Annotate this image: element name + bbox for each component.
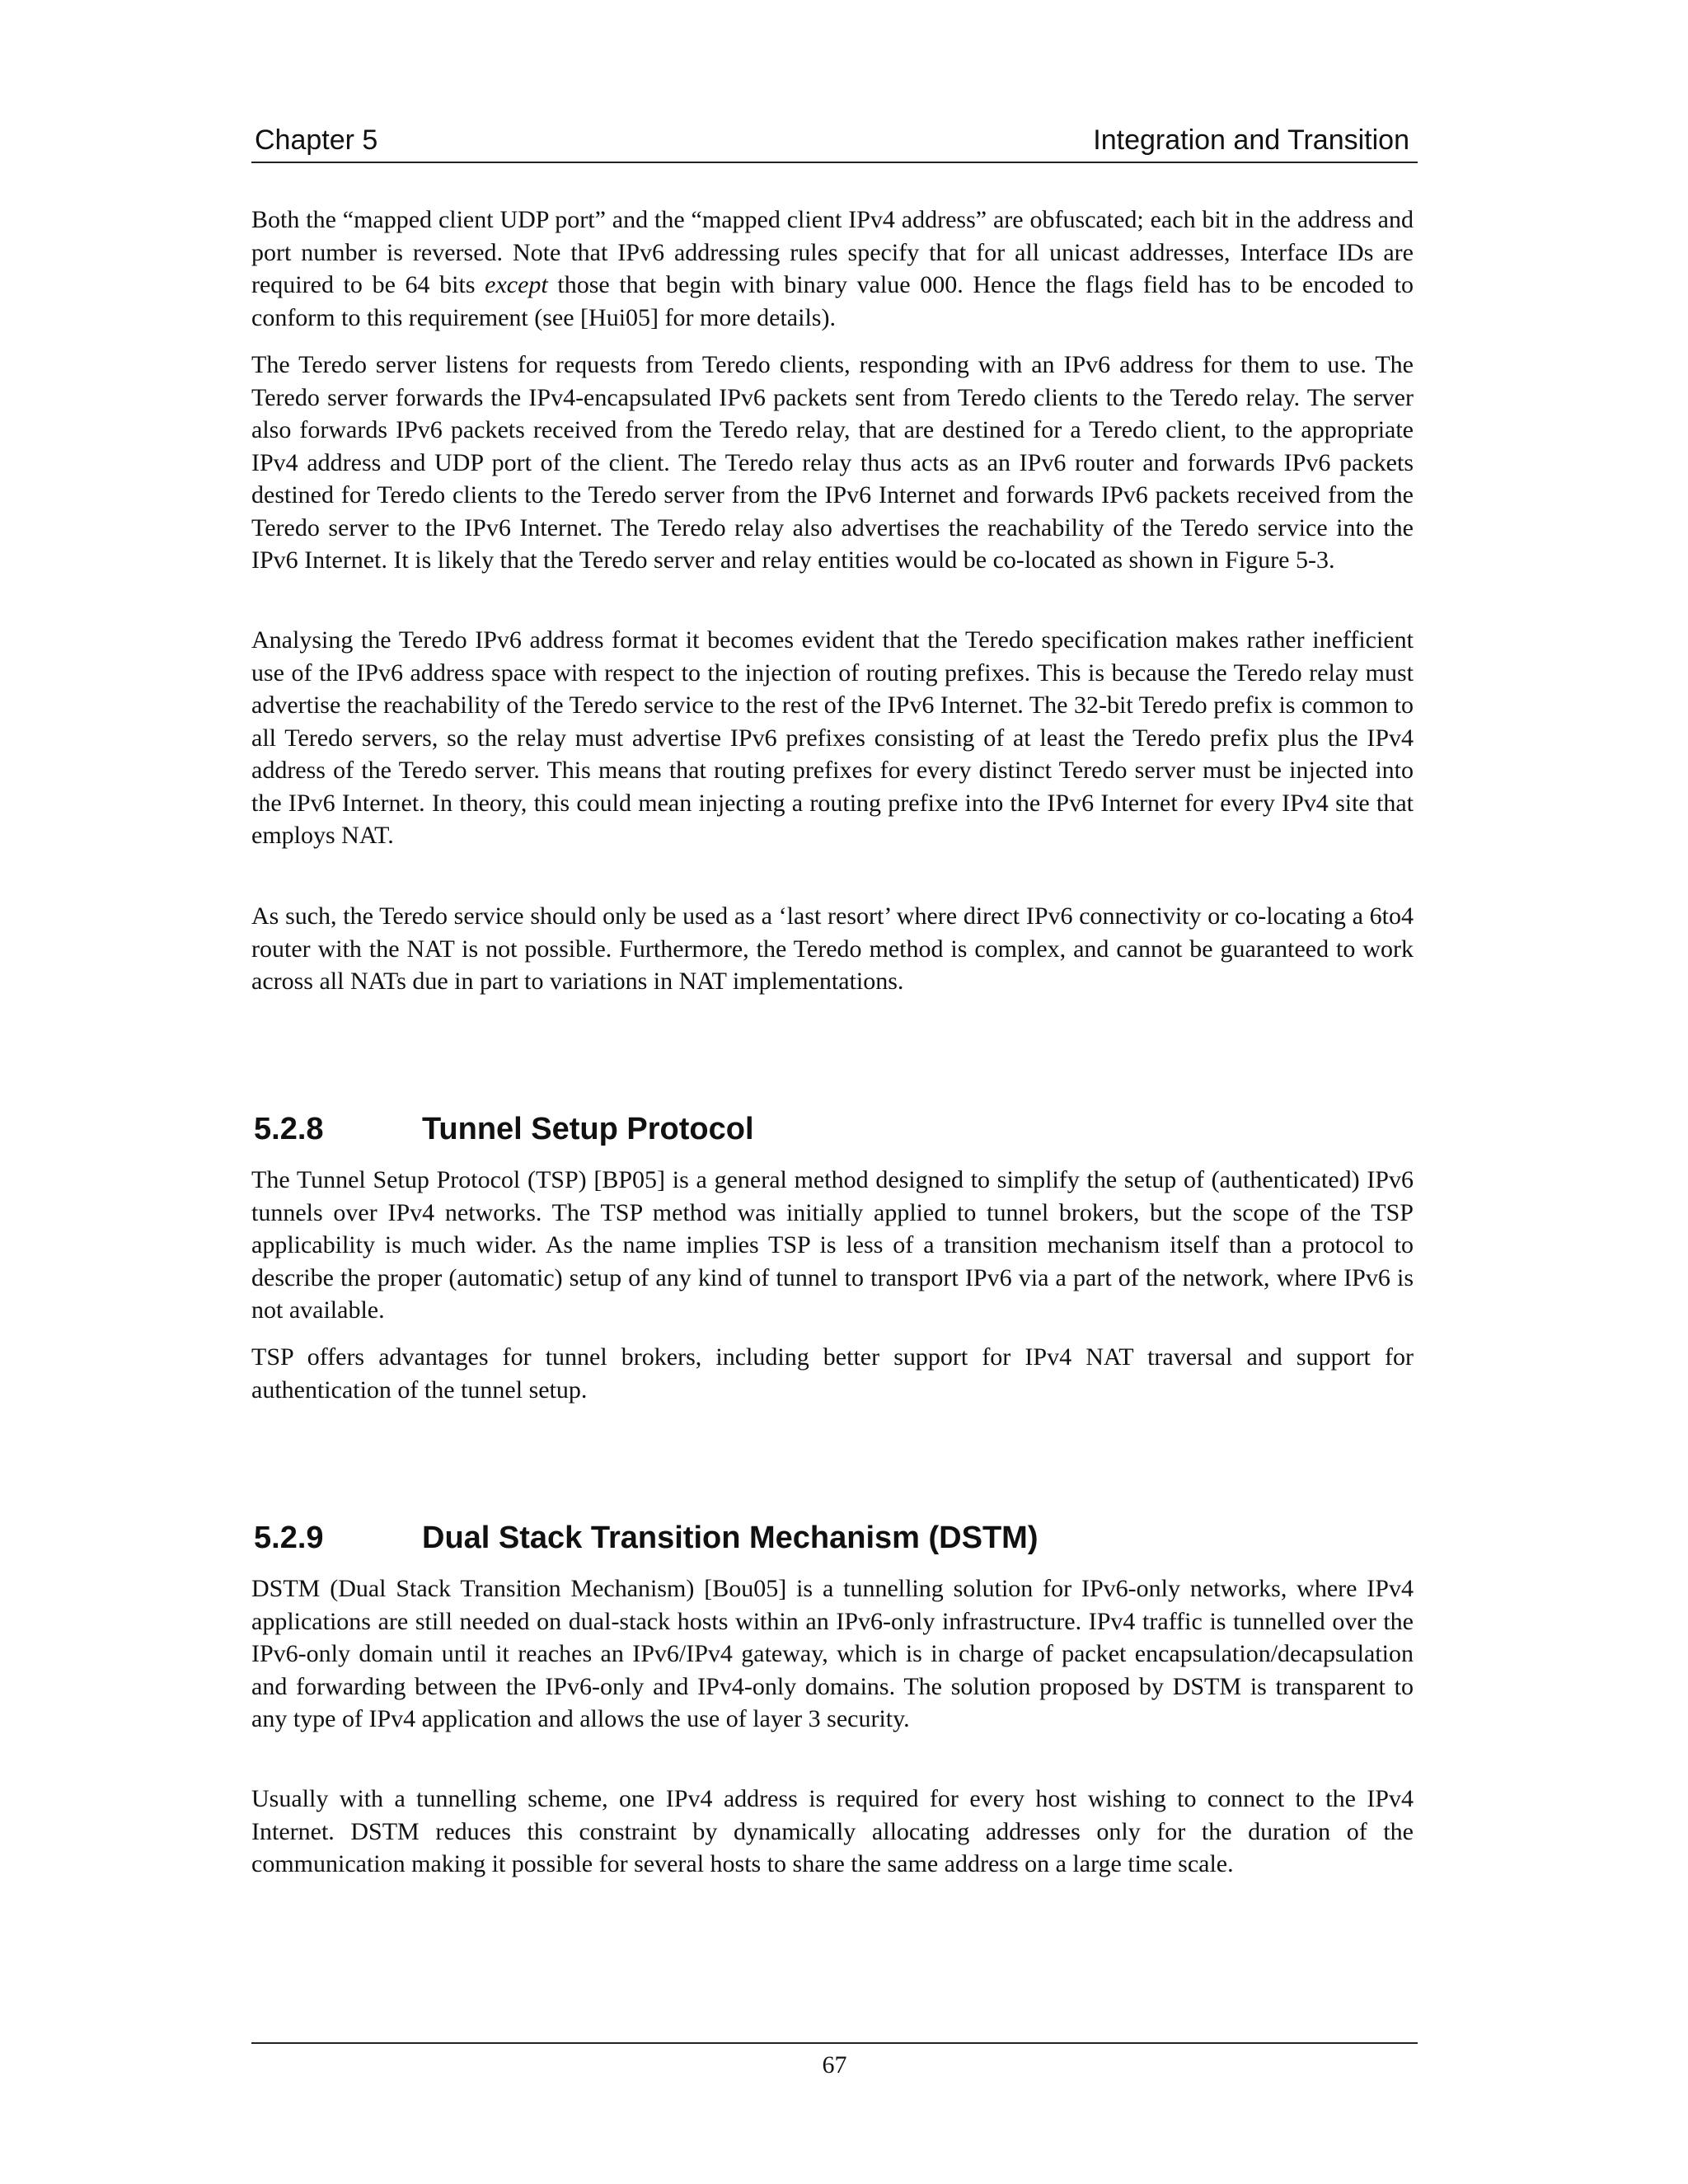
page-number: 67: [822, 2051, 847, 2079]
paragraph-dstm-intro: DSTM (Dual Stack Transition Mechanism) [Bou05] is a tunnelling solution for IPv6-only networks, where IPv4 applications are still needed on dual-stack hosts within an IPv6-only infrastructure. IPv4 traffic is tunnelled over the IPv6-only domain until it reaches an IPv6/IPv4 gateway, which is in charge of packet encapsulation/decapsulation and forwarding between the IPv6-only and IPv4-only domains. The solution proposed by DSTM is transparent to any type of IPv4 application and allows the use of layer 3 security.: [251, 1575, 1414, 1732]
section-title: Tunnel Setup Protocol: [422, 1112, 754, 1146]
paragraph-tsp-advantages: TSP offers advantages for tunnel brokers, including better support for IPv4 NAT traversal and support for authentication of the tunnel setup.: [251, 1343, 1414, 1404]
paragraph-flags-encoding: [251, 204, 1414, 334]
paragraph-last-resort: As such, the Teredo service should only be used as a ‘last resort’ where direct IPv6 connectivity or co-locating a 6to4 router with the NAT is not possible. Furthermore, the Teredo method is complex, and cannot be guaranteed to work across all NATs due in part to variations in NAT implementations.: [251, 902, 1414, 995]
emphasis-text: except: [485, 271, 548, 298]
paragraph-tsp-intro: The Tunnel Setup Protocol (TSP) [BP05] is a general method designed to simplify the setup of (authenticated) IPv6 tunnels over IPv4 networks. The TSP method was initially applied to tunnel brokers, but the scope of the TSP applicability is much wider. As the name implies TSP is less of a transition mechanism itself than a protocol to describe the proper (automatic) setup of any kind of tunnel to transport IPv6 via a part of the network, where IPv6 is not available.: [251, 1166, 1414, 1324]
chapter-label: Chapter 5: [255, 124, 378, 156]
running-header: [251, 122, 1418, 163]
footer-rule: [251, 2042, 1418, 2044]
section-number: 5.2.9: [254, 1521, 324, 1555]
paragraph-text: Both the “mapped client UDP port” and the “mapped client IPv4 address” are obfuscated; each bit in the address and port number is reversed. Note that IPv6 addressing rules specify that for all unicast addresses, Interface IDs are required to be 64 bits: [251, 206, 1414, 298]
chapter-title: Integration and Transition: [1093, 124, 1409, 156]
section-number: 5.2.8: [254, 1112, 324, 1146]
paragraph-teredo-server: The Teredo server listens for requests from Teredo clients, responding with an IPv6 address for them to use. The Teredo server forwards the IPv4-encapsulated IPv6 packets sent from Teredo clients to the Teredo relay. The server also forwards IPv6 packets received from the Teredo relay, that are destined for a Teredo client, to the appropriate IPv4 address and UDP port of the client. The Teredo relay thus acts as an IPv6 router and forwards IPv6 packets destined for Teredo clients to the Teredo server from the IPv6 Internet and forwards IPv6 packets received from the Teredo server to the IPv6 Internet. The Teredo relay also advertises the reachability of the Teredo service into the IPv6 Internet. It is likely that the Teredo server and relay entities would be co-located as shown in Figure 5-3.: [251, 351, 1414, 574]
section-title: Dual Stack Transition Mechanism (DSTM): [422, 1521, 1039, 1555]
paragraph-text: those that begin with binary value 000. Hence the flags field has to be encoded to conform to this requirement (see [Hui05] for more details).: [251, 271, 1414, 331]
paragraph-teredo-address-format: Analysing the Teredo IPv6 address format it becomes evident that the Teredo specification makes rather inefficient use of the IPv6 address space with respect to the injection of routing prefixes. This is because the Teredo relay must advertise the reachability of the Teredo service to the rest of the IPv6 Internet. The 32-bit Teredo prefix is common to all Teredo servers, so the relay must advertise IPv6 prefixes consisting of at least the Teredo prefix plus the IPv4 address of the Teredo server. This means that routing prefixes for every distinct Teredo server must be injected into the IPv6 Internet. In theory, this could mean injecting a routing prefixe into the IPv6 Internet for every IPv4 site that employs NAT.: [251, 626, 1414, 849]
paragraph-dstm-addressing: Usually with a tunnelling scheme, one IPv4 address is required for every host wishing to connect to the IPv4 Internet. DSTM reduces this constraint by dynamically allocating addresses only for the duration of the communication making it possible for several hosts to share the same address on a large time scale.: [251, 1785, 1414, 1877]
